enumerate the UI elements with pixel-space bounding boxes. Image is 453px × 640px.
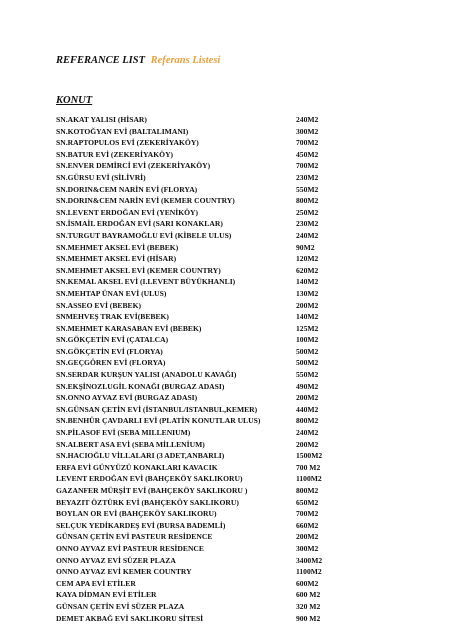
project-area: 230M2 bbox=[296, 172, 319, 182]
project-name: SN.BENHÜR ÇAVDARLI EVİ (PLATİN KONUTLAR ULUS) bbox=[56, 416, 261, 426]
project-area: 550M2 bbox=[296, 184, 319, 194]
project-name: SN.DORIN&CEM NARİN EVİ (FLORYA) bbox=[56, 184, 198, 194]
project-area: 700M2 bbox=[296, 138, 319, 148]
project-area: 1100M2 bbox=[296, 474, 322, 484]
project-name: SN.İSMAİL ERDOĞAN EVİ (SARI KONAKLAR) bbox=[56, 219, 223, 229]
list-item bbox=[56, 392, 376, 404]
project-area: 300M2 bbox=[296, 543, 319, 553]
list-item bbox=[56, 578, 376, 590]
project-name: ERFA EVİ GÜNYÜZÜ KONAKLARI KAVACIK bbox=[56, 462, 218, 472]
project-name: GÜNSAN ÇETİN EVİ PASTEUR RESİDENCE bbox=[56, 532, 213, 542]
project-area: 240M2 bbox=[296, 115, 319, 124]
project-area: 200M2 bbox=[296, 393, 319, 403]
project-area: 900 M2 bbox=[296, 613, 321, 623]
project-area: 140M2 bbox=[296, 312, 319, 322]
project-area: 650M2 bbox=[296, 497, 319, 507]
project-name: SN.MEHMET AKSEL EVİ (HİSAR) bbox=[56, 254, 177, 264]
list-item bbox=[56, 242, 376, 254]
project-name: SN.GÖKÇETİN EVİ (ÇATALCA) bbox=[56, 335, 169, 345]
project-area: 700 M2 bbox=[296, 462, 321, 472]
title-turkish: Referans Listesi bbox=[150, 55, 221, 66]
project-name: SN.ENVER DEMİRCİ EVİ (ZEKERİYAKÖY) bbox=[56, 161, 211, 171]
project-name: SN.SERDAR KURŞUN YALISI (ANADOLU KAVAĞI) bbox=[56, 370, 237, 380]
list-item bbox=[56, 218, 376, 230]
project-area: 600M2 bbox=[296, 578, 319, 588]
list-item bbox=[56, 404, 376, 416]
project-area: 440M2 bbox=[296, 404, 319, 414]
project-area: 490M2 bbox=[296, 381, 319, 391]
list-item bbox=[56, 276, 376, 288]
list-item bbox=[56, 589, 376, 601]
project-area: 800M2 bbox=[296, 416, 319, 426]
project-name: SNMEHVEŞ TRAK EVİ(BEBEK) bbox=[56, 312, 169, 322]
project-name: SN.AKAT YALISI (HİSAR) bbox=[56, 115, 147, 124]
project-area: 200M2 bbox=[296, 532, 319, 542]
reference-list bbox=[56, 114, 376, 624]
project-name: DEMET AKBAĞ EVİ SAKLIKORU SİTESİ bbox=[56, 613, 204, 623]
list-item bbox=[56, 172, 376, 184]
project-name: SN.DORIN&CEM NARİN EVİ (KEMER COUNTRY) bbox=[56, 196, 235, 206]
list-item bbox=[56, 357, 376, 369]
project-area: 550M2 bbox=[296, 370, 319, 380]
list-item bbox=[56, 288, 376, 300]
project-name: CEM APA EVİ ETİLER bbox=[56, 578, 136, 588]
project-name: SN.ASSEO EVİ (BEBEK) bbox=[56, 300, 142, 310]
project-name: SELÇUK YEDİKARDEŞ EVİ (BURSA BADEMLİ) bbox=[56, 520, 226, 530]
list-item bbox=[56, 381, 376, 393]
list-item bbox=[56, 323, 376, 335]
list-item bbox=[56, 439, 376, 451]
project-name: SN.HACIOĞLU VİLLALARI (3 ADET,ANBARLI) bbox=[56, 451, 225, 461]
project-area: 3400M2 bbox=[296, 555, 323, 565]
project-name: SN.KOTOĞYAN EVİ (BALTALIMANI) bbox=[56, 126, 189, 136]
project-name: ONNO AYVAZ EVİ SÜZER PLAZA bbox=[56, 555, 176, 565]
project-name: SN.LEVENT ERDOĞAN EVİ (YENİKÖY) bbox=[56, 207, 199, 217]
project-area: 700M2 bbox=[296, 509, 319, 519]
project-area: 800M2 bbox=[296, 196, 319, 206]
list-item bbox=[56, 601, 376, 613]
project-name: SN.MEHMET AKSEL EVİ (BEBEK) bbox=[56, 242, 179, 252]
project-name: GAZANFER MÜRŞİT EVİ (BAHÇEKÖY SAKLIKORU ) bbox=[56, 486, 248, 495]
list-item bbox=[56, 450, 376, 462]
project-area: 660M2 bbox=[296, 520, 319, 530]
list-item bbox=[56, 427, 376, 439]
project-area: 200M2 bbox=[296, 300, 319, 310]
project-name: SN.GÜNSAN ÇETİN EVİ (İSTANBUL/ISTANBUL,KEMER) bbox=[56, 404, 258, 414]
list-item bbox=[56, 462, 376, 474]
project-area: 140M2 bbox=[296, 277, 319, 287]
project-area: 100M2 bbox=[296, 335, 319, 345]
project-area: 1100M2 bbox=[296, 567, 322, 577]
project-area: 230M2 bbox=[296, 219, 319, 229]
project-name: SN.MEHTAP ÜNAN EVİ (ULUS) bbox=[56, 288, 167, 298]
project-name: ONNO AYVAZ EVİ KEMER COUNTRY bbox=[56, 567, 192, 577]
list-item bbox=[56, 346, 376, 358]
list-item bbox=[56, 253, 376, 265]
project-area: 600 M2 bbox=[296, 590, 321, 600]
list-item bbox=[56, 485, 376, 497]
list-item bbox=[56, 300, 376, 312]
project-area: 200M2 bbox=[296, 439, 319, 449]
project-name: BEYAZIT ÖZTÜRK EVİ (BAHÇEKÖY SAKLIKORU) bbox=[56, 497, 239, 507]
project-name: SN.GÜRSU EVİ (SİLİVRİ) bbox=[56, 172, 146, 182]
project-name: SN.MEHMET AKSEL EVİ (KEMER COUNTRY) bbox=[56, 265, 221, 275]
list-item bbox=[56, 114, 376, 126]
title-english: REFERANCE LIST bbox=[56, 55, 145, 66]
project-area: 500M2 bbox=[296, 346, 319, 356]
project-area: 130M2 bbox=[296, 288, 319, 298]
list-item bbox=[56, 195, 376, 207]
project-area: 500M2 bbox=[296, 358, 319, 368]
project-area: 120M2 bbox=[296, 254, 319, 264]
list-item bbox=[56, 334, 376, 346]
section-heading: KONUT bbox=[56, 95, 93, 106]
project-area: 1500M2 bbox=[296, 451, 323, 461]
project-name: KAYA DİDMAN EVİ ETİLER bbox=[56, 590, 157, 600]
project-area: 800M2 bbox=[296, 486, 319, 495]
project-area: 450M2 bbox=[296, 149, 319, 159]
project-name: SN.GEÇGÖREN EVİ (FLORYA) bbox=[56, 358, 166, 368]
list-item bbox=[56, 473, 376, 485]
project-area: 700M2 bbox=[296, 161, 319, 171]
list-item bbox=[56, 543, 376, 555]
project-name: SN.RAPTOPULOS EVİ (ZEKERİYAKÖY) bbox=[56, 138, 199, 148]
project-area: 240M2 bbox=[296, 428, 319, 438]
project-name: SN.KEMAL AKSEL EVİ (I.LEVENT BÜYÜKHANLI) bbox=[56, 277, 236, 287]
list-item bbox=[56, 184, 376, 196]
project-name: LEVENT ERDOĞAN EVİ (BAHÇEKÖY SAKLIKORU) bbox=[56, 474, 243, 484]
project-name: BOYLAN OR EVİ (BAHÇEKÖY SAKLIKORU) bbox=[56, 509, 217, 519]
list-item bbox=[56, 126, 376, 138]
list-item bbox=[56, 555, 376, 567]
list-item bbox=[56, 520, 376, 532]
list-item bbox=[56, 230, 376, 242]
list-item bbox=[56, 531, 376, 543]
list-item bbox=[56, 508, 376, 520]
project-name: GÜNSAN ÇETİN EVİ SÜZER PLAZA bbox=[56, 601, 185, 611]
list-item bbox=[56, 137, 376, 149]
list-item bbox=[56, 415, 376, 427]
project-area: 320 M2 bbox=[296, 601, 321, 611]
project-name: SN.BATUR EVİ (ZEKERİYAKÖY) bbox=[56, 149, 174, 159]
list-item bbox=[56, 160, 376, 172]
list-item bbox=[56, 613, 376, 625]
list-item bbox=[56, 311, 376, 323]
list-item bbox=[56, 566, 376, 578]
project-name: SN.TURGUT BAYRAMOĞLU EVİ (KİBELE ULUS) bbox=[56, 230, 232, 240]
project-area: 125M2 bbox=[296, 323, 319, 333]
project-name: SN.ONNO AYVAZ EVİ (BURGAZ ADASI) bbox=[56, 393, 198, 403]
project-area: 240M2 bbox=[296, 230, 319, 240]
list-item bbox=[56, 149, 376, 161]
project-name: SN.EKŞİNOZLUGİL KONAĞI (BURGAZ ADASI) bbox=[56, 381, 225, 391]
list-item bbox=[56, 369, 376, 381]
project-name: ONNO AYVAZ EVİ PASTEUR RESİDENCE bbox=[56, 543, 204, 553]
project-area: 90M2 bbox=[296, 242, 315, 252]
project-name: SN.MEHMET KARASABAN EVİ (BEBEK) bbox=[56, 323, 202, 333]
page-title bbox=[56, 55, 220, 66]
project-area: 250M2 bbox=[296, 207, 319, 217]
project-area: 620M2 bbox=[296, 265, 319, 275]
list-item bbox=[56, 497, 376, 509]
project-name: SN.ALBERT ASA EVİ (SEBA MİLLENİUM) bbox=[56, 439, 205, 449]
project-area: 300M2 bbox=[296, 126, 319, 136]
project-name: SN.GÖKÇETİN EVİ (FLORYA) bbox=[56, 346, 163, 356]
list-item bbox=[56, 265, 376, 277]
list-item bbox=[56, 207, 376, 219]
project-name: SN.PİLASOF EVİ (SEBA MILLENIUM) bbox=[56, 428, 191, 438]
